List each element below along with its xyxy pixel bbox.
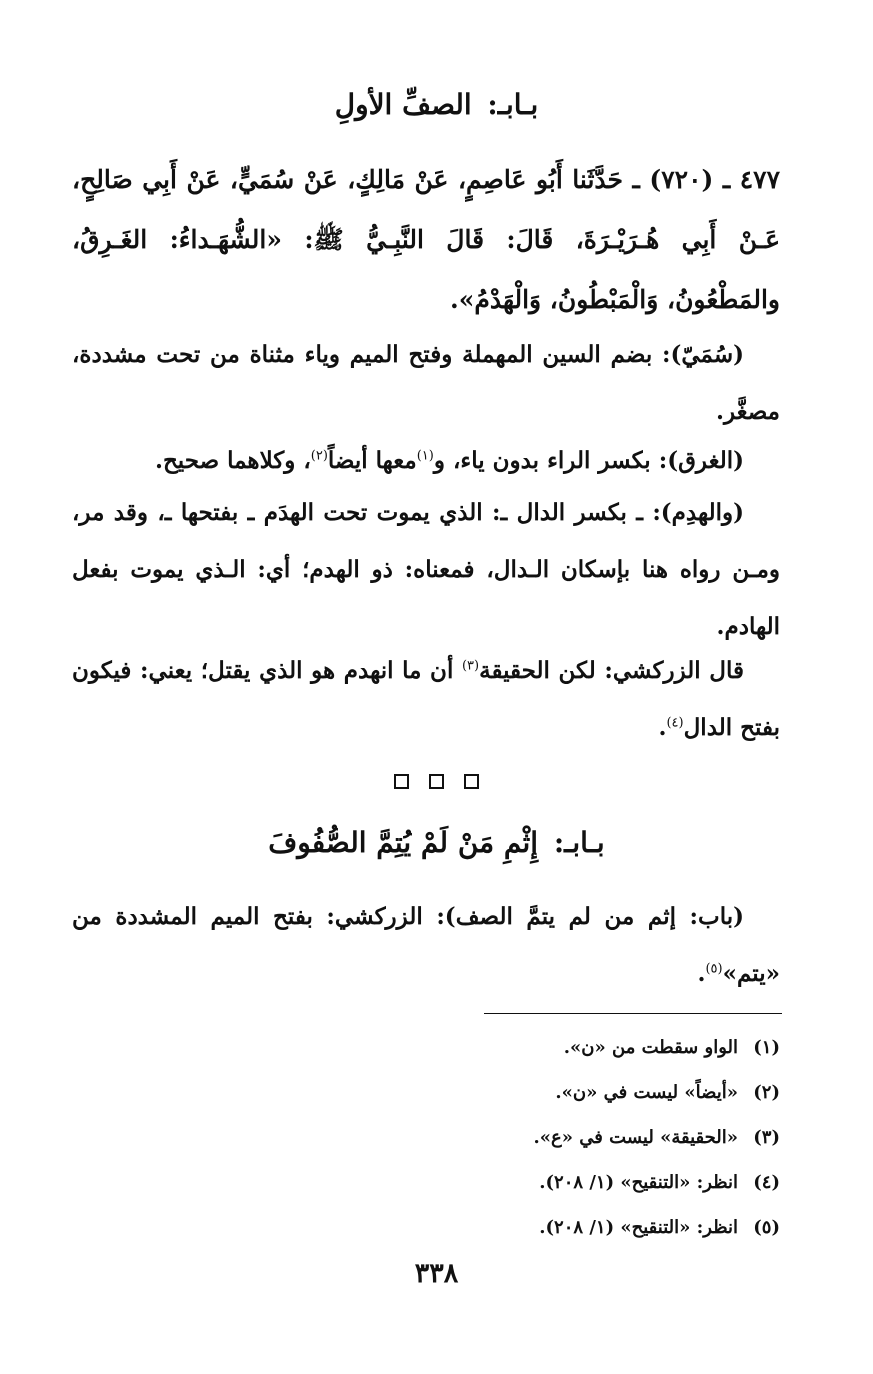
- comment-sumayy-text: (سُمَيّ): بضم السين المهملة وفتح الميم وياء مثناة من تحت مشددة، مصغَّر.: [72, 341, 780, 425]
- footnote-number: (١): [753, 1037, 780, 1058]
- footnote-ref-2: (٢): [310, 448, 328, 464]
- footnote-ref-4: (٤): [666, 715, 684, 731]
- footnote-text: انظر: «التنقيح» (١/ ٢٠٨).: [539, 1217, 738, 1238]
- page-number: ٣٣٨: [414, 1258, 459, 1289]
- comment-sumayy: [72, 326, 780, 440]
- hadith-text: [72, 150, 780, 330]
- comment-hadm: [72, 484, 780, 655]
- footnote-number: (٣): [753, 1127, 780, 1148]
- footnote-text: انظر: «التنقيح» (١/ ٢٠٨).: [539, 1172, 738, 1193]
- footnote-item: [300, 1205, 780, 1250]
- footnote-text: الواو سقطت من «ن».: [563, 1037, 738, 1058]
- comment-zarkashi-text: قال الزركشي: لكن الحقيقة: [479, 657, 745, 684]
- comment-hadm-text: (والهدِم): ـ بكسر الدال ـ: الذي يموت تحت الهدَم ـ بفتحها ـ، وقد مر، ومـن رواه هنا بإسكان الـدال، فمعناه: ذو الهدم؛ أي: الـذي يموت بفعل الهادم.: [72, 499, 780, 640]
- footnote-text: «أيضاً» ليست في «ن».: [555, 1082, 738, 1103]
- comment-bab-end: .: [697, 960, 706, 987]
- separator-square-icon: [394, 774, 409, 789]
- bab-label: بـابـ:: [487, 88, 539, 121]
- section-separator: [0, 774, 873, 793]
- separator-square-icon: [429, 774, 444, 789]
- comment-gharaq-end: ، وكلاهما صحيح.: [154, 447, 311, 474]
- footnote-ref-5: (٥): [705, 961, 723, 977]
- comment-bab-text: (باب: إثم من لم يتمَّ الصف): الزركشي: بفتح الميم المشددة من «يتم»: [72, 903, 780, 987]
- footnotes: [300, 1025, 780, 1250]
- footnote-number: (٤): [753, 1172, 780, 1193]
- chapter-title: إِثْمِ مَنْ لَمْ يُتِمَّ الصُّفُوفَ: [268, 826, 539, 859]
- comment-gharaq-mid: معها أيضاً: [327, 447, 417, 474]
- footnote-ref-1: (١): [416, 448, 434, 464]
- footnote-number: (٥): [753, 1217, 780, 1238]
- footnote-item: [300, 1160, 780, 1205]
- footnote-text: «الحقيقة» ليست في «ع».: [533, 1127, 738, 1148]
- footnote-item: [300, 1025, 780, 1070]
- footnote-item: [300, 1115, 780, 1160]
- footnote-ref-3: (٣): [461, 658, 480, 674]
- comment-zarkashi-mid: أن ما انهدم هو الذي يقتل؛ يعني: فيكون بفتح الدال: [72, 657, 780, 741]
- footnote-item: [300, 1070, 780, 1115]
- chapter-heading-incomplete-rows: [0, 826, 873, 859]
- comment-zarkashi-end: .: [658, 714, 667, 741]
- hadith-body: ٤٧٧ ـ (٧٢٠) ـ حَدَّثَنا أَبُو عَاصِمٍ، عَنْ مَالِكٍ، عَنْ سُمَيٍّ، عَنْ أَبِي صَالِحٍ، عَـنْ أَبِي هُـرَيْـرَةَ، قَالَ: قَالَ النَّبِـيُّ ﷺ: «الشُّهَـداءُ: الغَـرِقُ، والمَطْعُونُ، وَالْمَبْطُونُ، وَالْهَدْمُ».: [72, 165, 781, 314]
- comment-gharaq-text: (الغرق): بكسر الراء بدون ياء، و: [433, 447, 744, 474]
- comment-bab-itmam: [72, 888, 780, 1002]
- comment-zarkashi: [72, 642, 780, 756]
- separator-square-icon: [464, 774, 479, 789]
- bab-label: بـابـ:: [553, 826, 605, 859]
- chapter-title: الصفِّ الأولِ: [334, 88, 472, 121]
- footnote-number: (٢): [753, 1082, 780, 1103]
- comment-gharaq: [72, 432, 780, 489]
- footnote-divider: [484, 1013, 782, 1014]
- chapter-heading-first-row: [0, 88, 873, 121]
